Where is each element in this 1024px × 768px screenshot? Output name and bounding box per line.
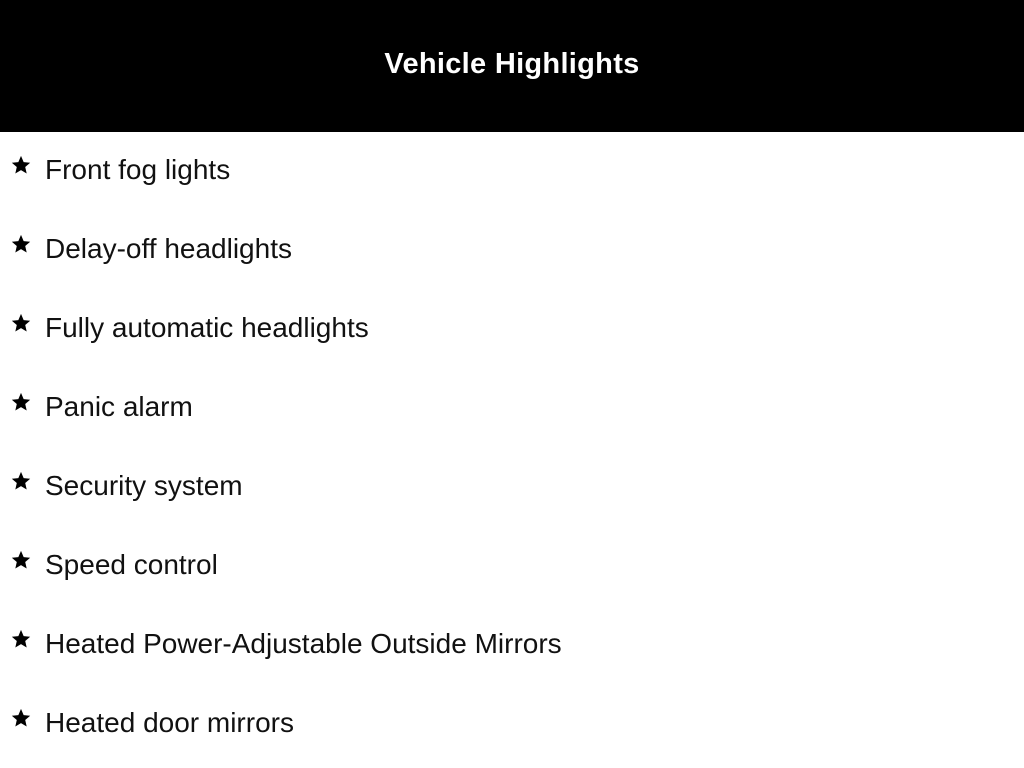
star-icon [10,312,32,334]
star-icon [10,549,32,571]
star-icon [10,707,32,729]
page-header [0,0,1024,132]
feature-label: Panic alarm [45,391,193,422]
feature-label: Speed control [45,549,218,580]
feature-label: Heated door mirrors [45,707,294,738]
feature-label: Fully automatic headlights [45,312,369,343]
star-icon [10,233,32,255]
star-icon [10,391,32,413]
star-icon [10,470,32,492]
page-title: Vehicle Highlights [384,47,640,80]
feature-list [0,132,1024,764]
list-item [0,211,1024,290]
feature-label: Front fog lights [45,154,231,185]
list-item [0,448,1024,527]
list-item [0,685,1024,764]
star-icon [10,154,32,176]
star-icon [10,628,32,650]
feature-label: Security system [45,470,243,501]
list-item [0,606,1024,685]
list-item [0,527,1024,606]
feature-label: Heated Power-Adjustable Outside Mirrors [45,628,562,659]
list-item [0,132,1024,211]
list-item [0,290,1024,369]
feature-label: Delay-off headlights [45,233,292,264]
list-item [0,369,1024,448]
